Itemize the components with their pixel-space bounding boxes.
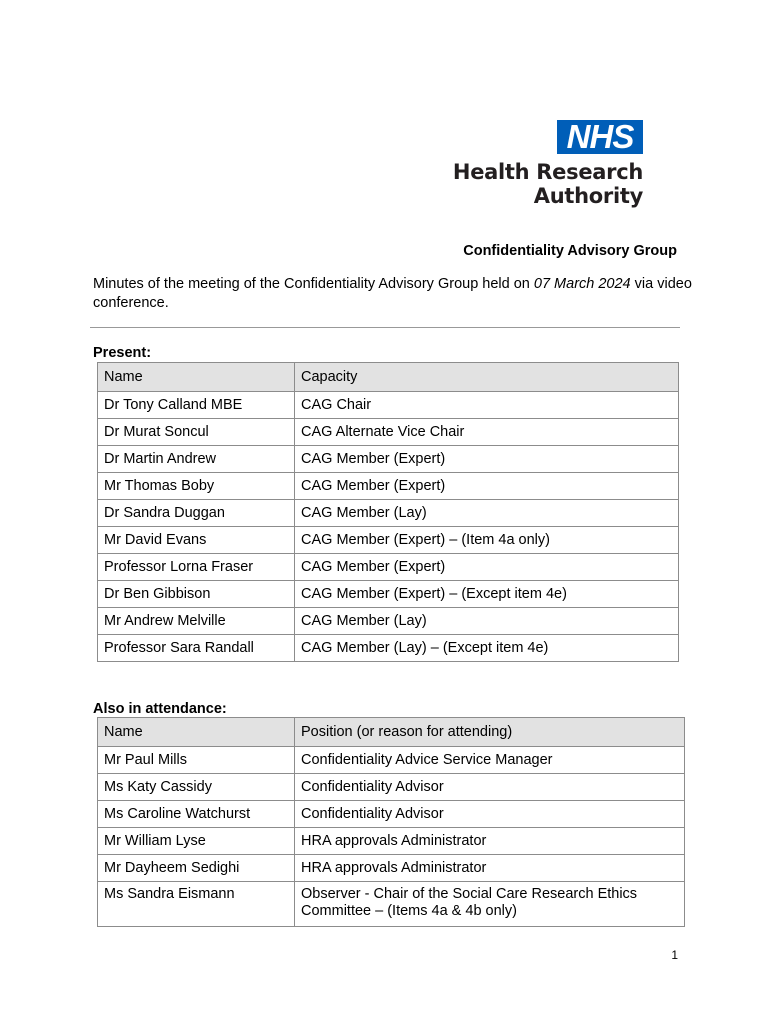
header-name: Name (98, 718, 295, 747)
table-row (98, 392, 679, 419)
member-capacity: CAG Member (Expert) – (Except item 4e) (295, 581, 679, 608)
header-capacity: Capacity (295, 363, 679, 392)
table-row (98, 500, 679, 527)
nhs-logo-box (557, 120, 643, 154)
table-row (98, 747, 685, 774)
table-row (98, 446, 679, 473)
table-row (98, 473, 679, 500)
attendee-position: Confidentiality Advisor (295, 774, 685, 801)
meeting-date: 07 March 2024 (533, 276, 631, 292)
member-name: Professor Lorna Fraser (98, 554, 295, 581)
page-number: 1 (671, 948, 678, 962)
member-capacity: CAG Member (Expert) (295, 473, 679, 500)
attendance-table (97, 717, 685, 927)
table-row (98, 801, 685, 828)
attendee-name: Ms Sandra Eismann (98, 882, 295, 927)
attendee-name: Mr William Lyse (98, 828, 295, 855)
member-capacity: CAG Member (Lay) (295, 608, 679, 635)
member-name: Dr Ben Gibbison (98, 581, 295, 608)
present-table (97, 362, 679, 662)
org-name-line1: Health Research (452, 160, 643, 184)
attendee-position: Confidentiality Advisor (295, 801, 685, 828)
table-header-row (98, 718, 685, 747)
member-name: Dr Murat Soncul (98, 419, 295, 446)
attendee-name: Ms Caroline Watchurst (98, 801, 295, 828)
intro-text-after-date: via video conference. (93, 276, 692, 311)
attendee-name: Mr Dayheem Sedighi (98, 855, 295, 882)
member-name: Mr Andrew Melville (98, 608, 295, 635)
attendee-position: Confidentiality Advice Service Manager (295, 747, 685, 774)
table-row (98, 635, 679, 662)
member-capacity: CAG Chair (295, 392, 679, 419)
table-row (98, 774, 685, 801)
intro-text-before-date: Minutes of the meeting of the Confidentiality Advisory Group held on (93, 276, 534, 292)
member-name: Mr Thomas Boby (98, 473, 295, 500)
table-row (98, 554, 679, 581)
table-header-row (98, 363, 679, 392)
nhs-logo-text: NHS (566, 118, 634, 155)
member-name: Mr David Evans (98, 527, 295, 554)
intro-paragraph (93, 275, 693, 313)
table-row (98, 882, 685, 927)
table-row (98, 608, 679, 635)
member-capacity: CAG Member (Expert) (295, 446, 679, 473)
attendee-position: HRA approvals Administrator (295, 855, 685, 882)
attendee-name: Ms Katy Cassidy (98, 774, 295, 801)
attendance-label: Also in attendance: (93, 701, 227, 717)
attendee-position: HRA approvals Administrator (295, 828, 685, 855)
attendee-position: Observer - Chair of the Social Care Research Ethics Committee – (Items 4a & 4b only) (295, 882, 685, 927)
member-capacity: CAG Member (Expert) (295, 554, 679, 581)
table-row (98, 855, 685, 882)
horizontal-rule (90, 327, 680, 328)
table-row (98, 527, 679, 554)
member-name: Dr Tony Calland MBE (98, 392, 295, 419)
table-row (98, 828, 685, 855)
member-capacity: CAG Member (Lay) – (Except item 4e) (295, 635, 679, 662)
present-label: Present: (93, 345, 152, 361)
table-row (98, 581, 679, 608)
member-name: Dr Martin Andrew (98, 446, 295, 473)
member-capacity: CAG Member (Expert) – (Item 4a only) (295, 527, 679, 554)
hra-logo (452, 118, 645, 212)
member-capacity: CAG Alternate Vice Chair (295, 419, 679, 446)
attendee-name: Mr Paul Mills (98, 747, 295, 774)
table-row (98, 419, 679, 446)
header-position: Position (or reason for attending) (295, 718, 685, 747)
document-heading: Confidentiality Advisory Group (463, 243, 677, 259)
org-name-line2: Authority (533, 184, 643, 208)
header-name: Name (98, 363, 295, 392)
member-name: Professor Sara Randall (98, 635, 295, 662)
member-name: Dr Sandra Duggan (98, 500, 295, 527)
member-capacity: CAG Member (Lay) (295, 500, 679, 527)
